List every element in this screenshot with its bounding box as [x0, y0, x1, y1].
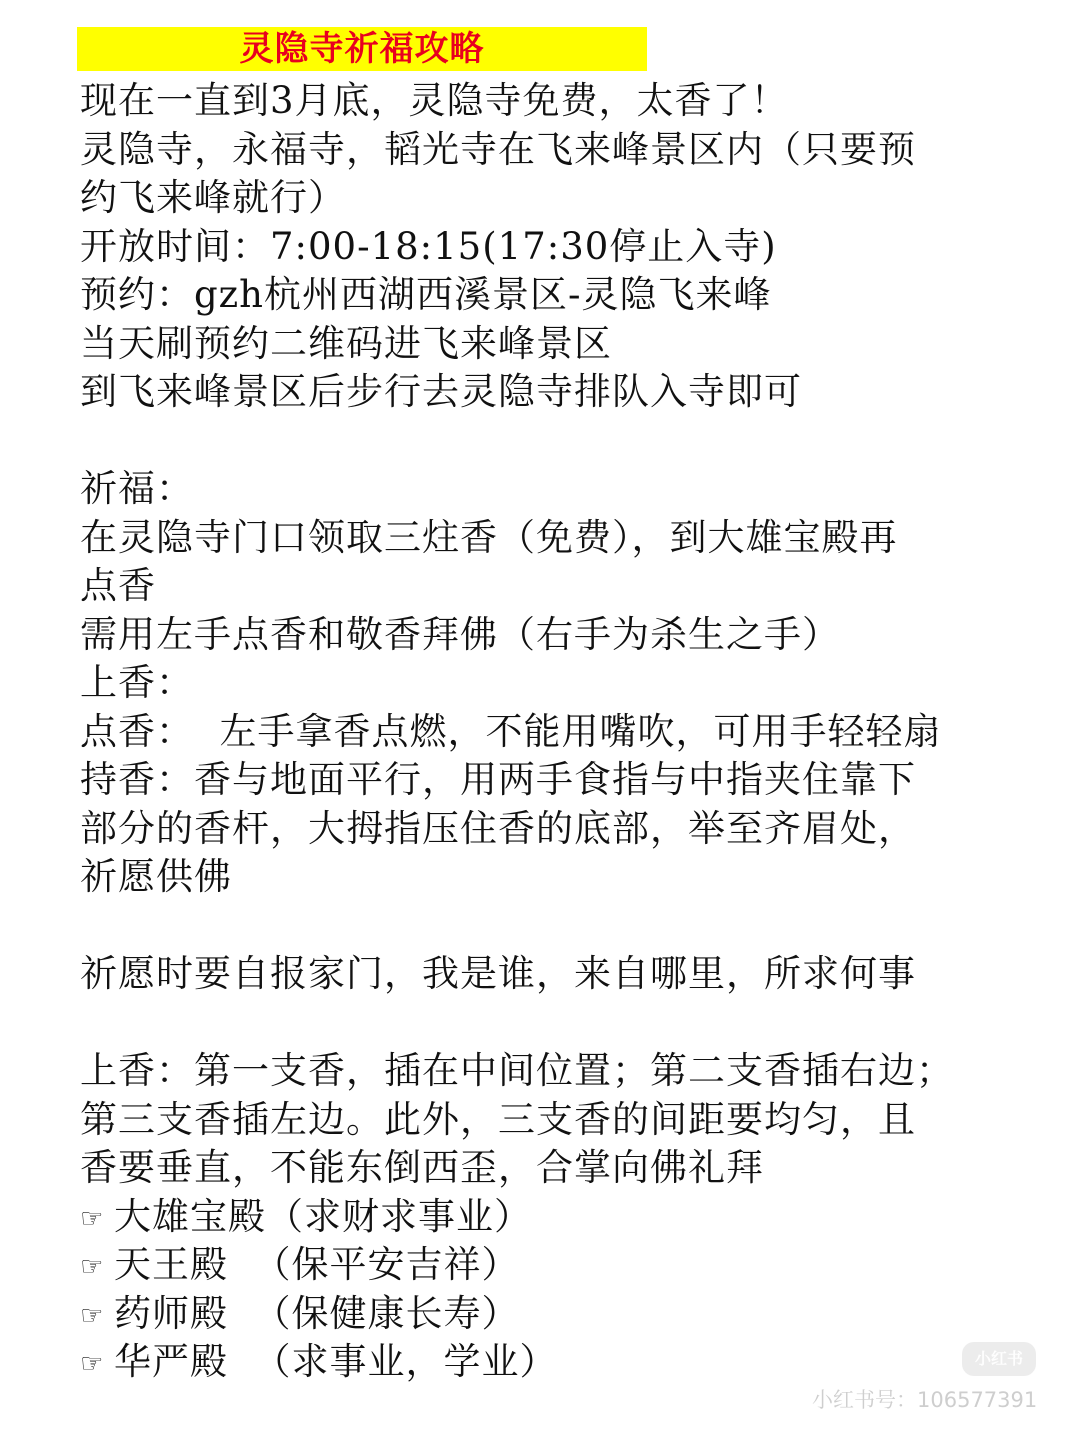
- article-body: [80, 77, 1040, 1387]
- intro-line: 灵隐寺，永福寺，韬光寺在飞来峰景区内（只要预: [80, 127, 916, 171]
- watermark-id: 小红书号：106577391: [812, 1388, 1038, 1412]
- blessing-line: 在灵隐寺门口领取三炷香（免费），到大雄宝殿再: [80, 515, 898, 559]
- hall-label: 天王殿 （保平安吉祥）: [114, 1243, 520, 1286]
- blessing-line: 祈愿供佛: [80, 855, 232, 898]
- hall-label: 大雄宝殿（求财求事业）: [114, 1194, 532, 1238]
- blessing-line: 点香： 左手拿香点燃，不能用嘴吹，可用手轻轻扇: [80, 709, 942, 753]
- section-heading-blessing: 祈福：: [80, 467, 194, 510]
- blessing-line: 点香: [80, 564, 156, 607]
- section-heading-incense: 上香：: [80, 661, 194, 704]
- intro-line: 约飞来峰就行）: [80, 176, 346, 219]
- hall-item: [80, 1290, 1040, 1339]
- spacer: [80, 417, 1040, 466]
- spacer: [80, 902, 1040, 951]
- hall-label: 华严殿 （求事业，学业）: [114, 1340, 558, 1383]
- incense-line: 香要垂直，不能东倒西歪，合掌向佛礼拜: [80, 1146, 764, 1189]
- title-banner: [77, 27, 647, 71]
- hall-item: [80, 1193, 1040, 1242]
- hand-pointing-right-icon: ☞: [80, 1203, 105, 1234]
- page-title: 灵隐寺祈福攻略: [239, 29, 485, 69]
- reservation-info: 预约：gzh杭州西湖西溪景区-灵隐飞来峰: [80, 273, 772, 316]
- hall-label: 药师殿 （保健康长寿）: [114, 1291, 520, 1335]
- intro-line: 当天刷预约二维码进飞来峰景区: [80, 321, 612, 365]
- incense-line: 第三支香插左边。此外，三支香的间距要均匀，且: [80, 1097, 916, 1141]
- intro-line: 到飞来峰景区后步行去灵隐寺排队入寺即可: [80, 370, 802, 413]
- opening-hours: 开放时间：7:00-18:15(17:30停止入寺): [80, 224, 777, 268]
- hand-pointing-right-icon: ☞: [80, 1252, 105, 1283]
- incense-line: 上香：第一支香，插在中间位置；第二支香插右边；: [80, 1049, 954, 1092]
- spacer: [80, 999, 1040, 1048]
- intro-line: 现在一直到3月底，灵隐寺免费，太香了！: [80, 79, 789, 122]
- prayer-line: 祈愿时要自报家门，我是谁，来自哪里，所求何事: [80, 952, 916, 995]
- blessing-line: 部分的香杆，大拇指压住香的底部，举至齐眉处，: [80, 806, 916, 850]
- hall-item: [80, 1241, 1040, 1290]
- blessing-line: 需用左手点香和敬香拜佛（右手为杀生之手）: [80, 612, 840, 656]
- hand-pointing-right-icon: ☞: [80, 1300, 105, 1331]
- blessing-line: 持香：香与地面平行，用两手食指与中指夹住靠下: [80, 758, 916, 801]
- watermark-logo: 小红书: [962, 1342, 1036, 1376]
- hand-pointing-right-icon: ☞: [80, 1349, 105, 1380]
- hall-item: [80, 1338, 1040, 1387]
